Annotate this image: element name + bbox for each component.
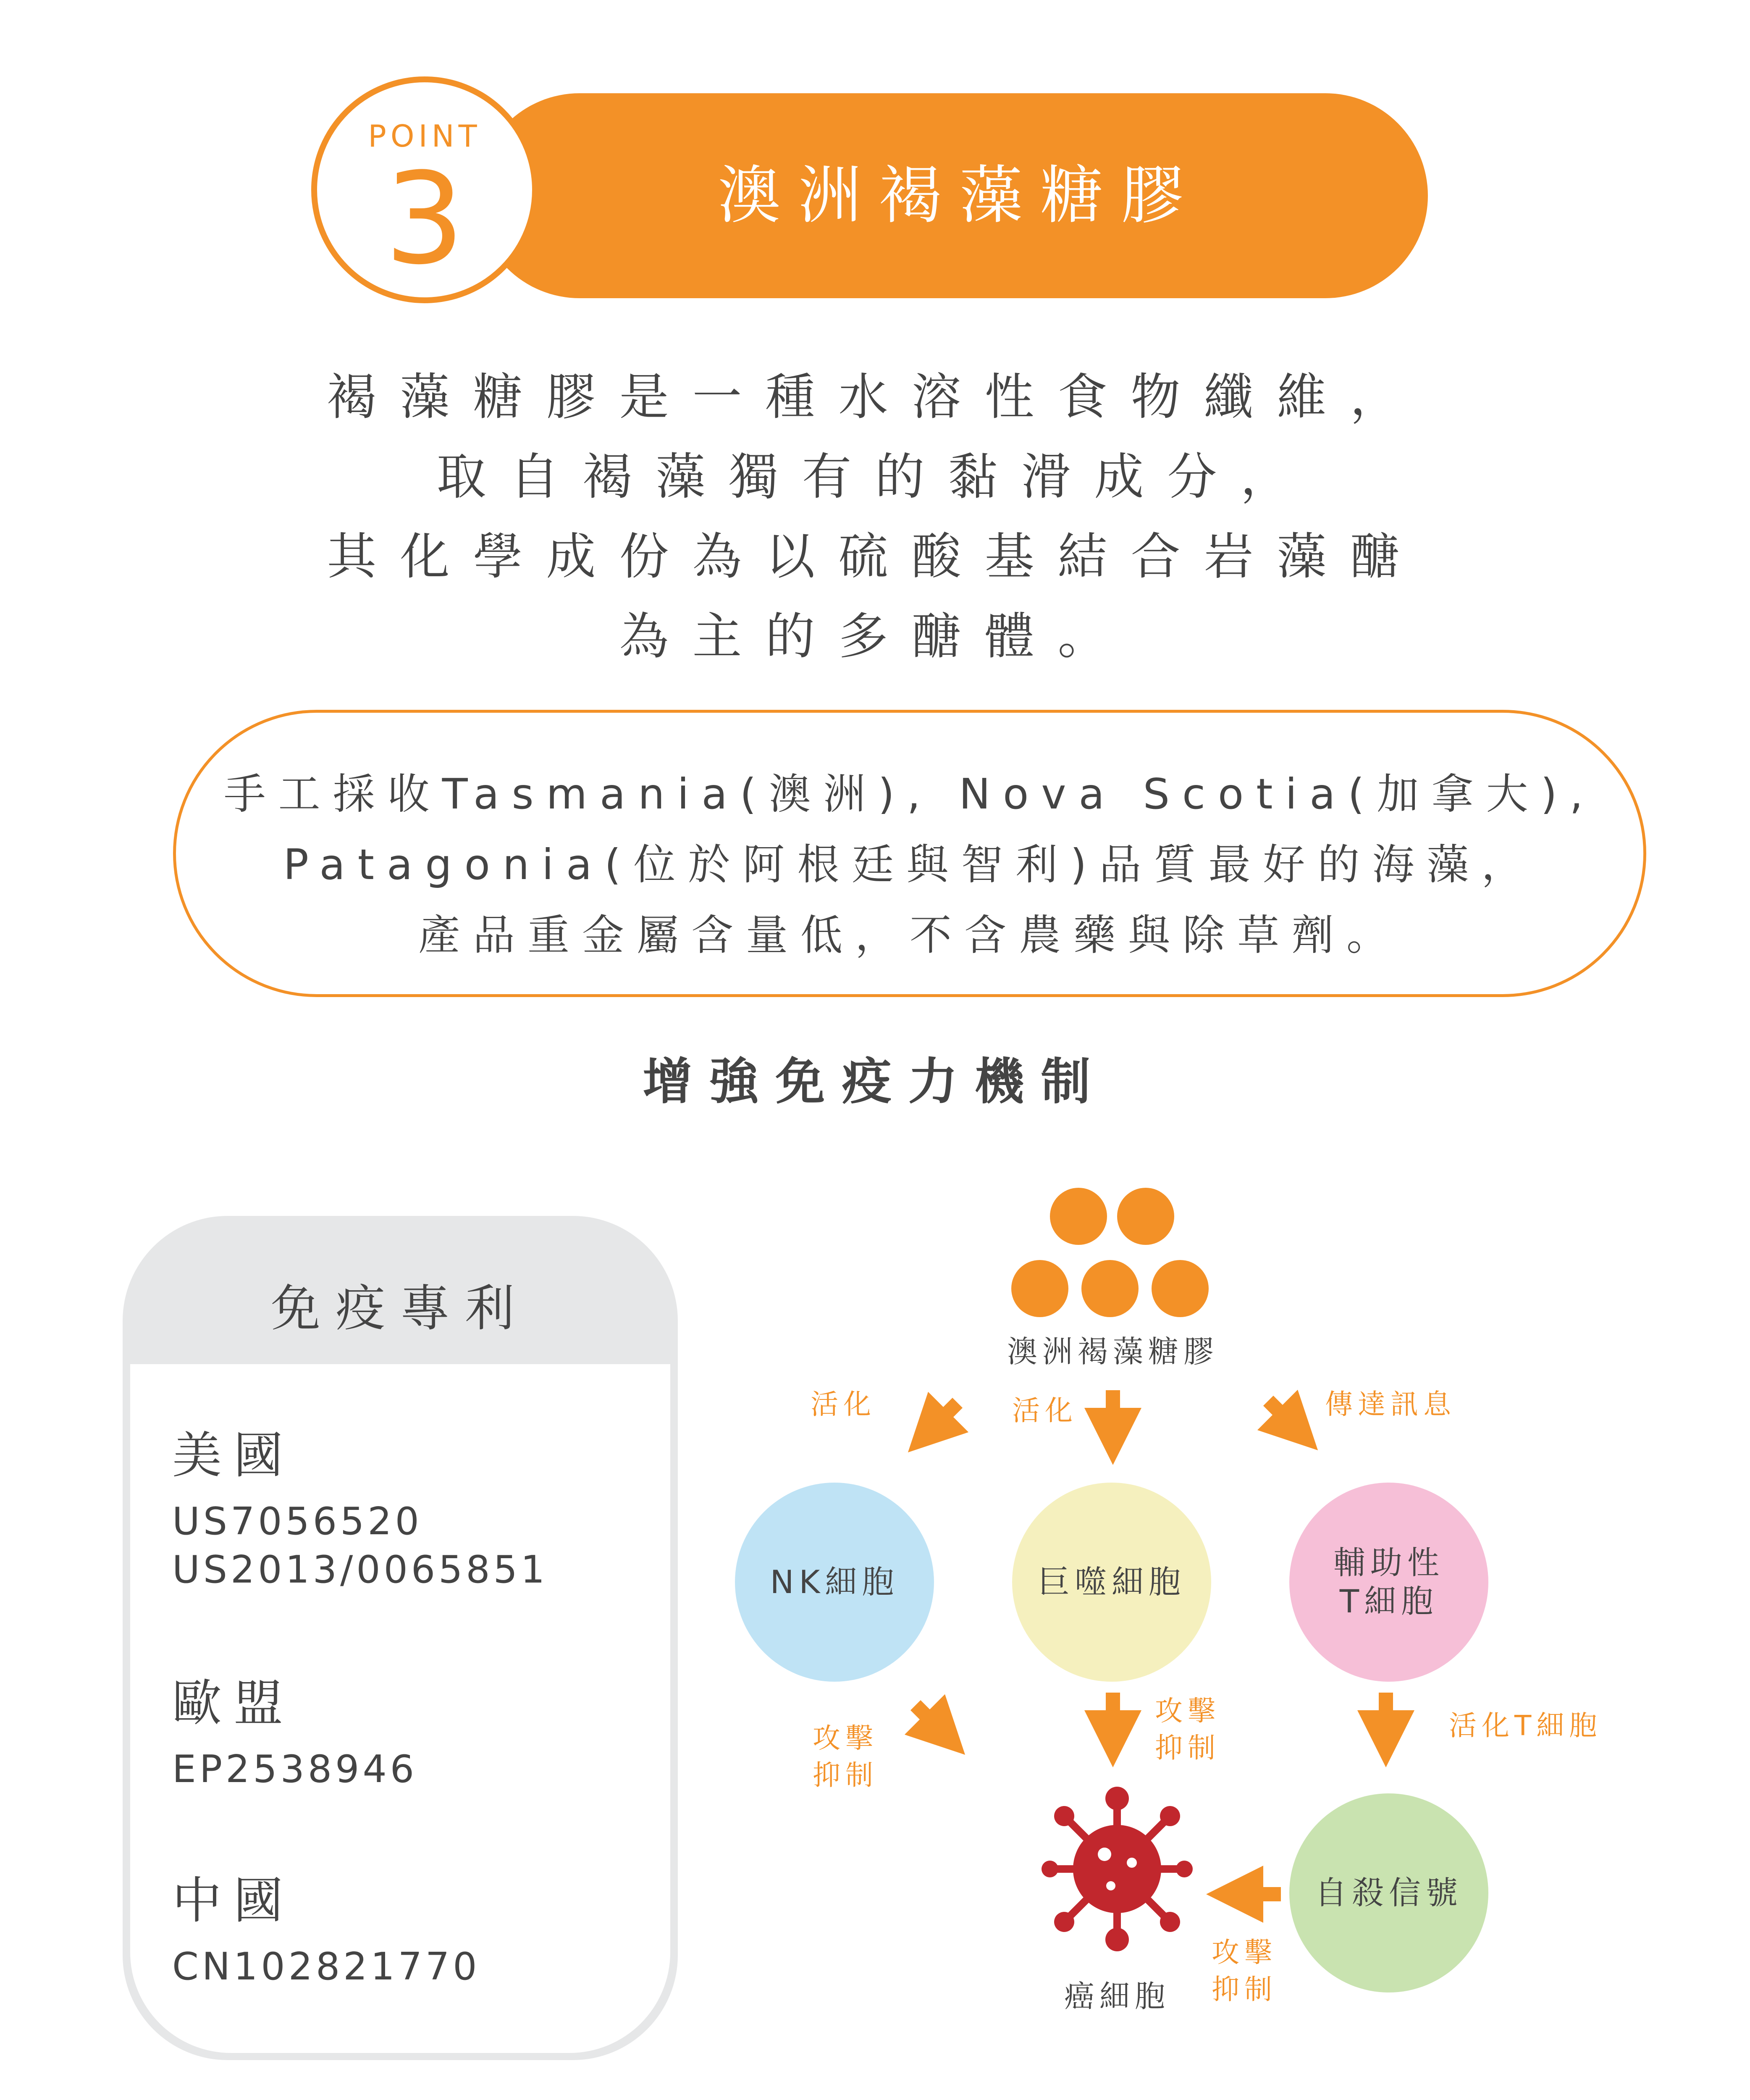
label-signal-attack: 攻擊 抑制 bbox=[1212, 1936, 1277, 2006]
patent-number: US2013/0065851 bbox=[172, 1548, 548, 1592]
apoptosis-signal-cell: 自殺信號 bbox=[1289, 1793, 1488, 1992]
patent-number: CN102821770 bbox=[172, 1945, 480, 1989]
nk-cell: NK細胞 bbox=[735, 1483, 934, 1682]
harvest-line: 手工採收Tasmania(澳洲), Nova Scotia(加拿大), bbox=[223, 769, 1596, 819]
intro-line: 取自褐藻獨有的黏滑成分， bbox=[436, 448, 1314, 506]
patent-region-name: 歐盟 bbox=[172, 1674, 295, 1732]
point-label: POINT bbox=[368, 118, 481, 154]
patent-number: US7056520 bbox=[172, 1499, 422, 1544]
label-nk-attack: 攻擊 抑制 bbox=[813, 1722, 878, 1791]
label-signal: 傳達訊息 bbox=[1325, 1388, 1456, 1420]
point-number: 3 bbox=[384, 146, 465, 292]
section-title: 澳洲褐藻糖膠 bbox=[717, 159, 1202, 232]
fucoidan-label: 澳洲褐藻糖膠 bbox=[1007, 1334, 1219, 1369]
label-activate-nk: 活化 bbox=[811, 1388, 876, 1420]
intro-line: 為主的多醣體。 bbox=[619, 607, 1131, 665]
patent-number: EP2538946 bbox=[172, 1747, 417, 1791]
patent-region-name: 中國 bbox=[172, 1872, 295, 1929]
arrow-activate-nk bbox=[928, 1403, 958, 1432]
label-activate-macrophage: 活化 bbox=[1012, 1394, 1078, 1427]
harvest-line: 產品重金屬含量低，不含農藥與除草劑。 bbox=[418, 911, 1401, 960]
intro-line: 其化學成份為以硫酸基結合岩藻醣 bbox=[327, 528, 1423, 585]
helper-t-cell: 輔助性 T細胞 bbox=[1289, 1483, 1488, 1682]
patent-region-name: 美國 bbox=[172, 1426, 295, 1484]
patent-card-title: 免疫專利 bbox=[270, 1279, 530, 1337]
macrophage-cell: 巨噬細胞 bbox=[1012, 1483, 1211, 1682]
arrow-nk-attack bbox=[916, 1705, 945, 1735]
label-macrophage-attack: 攻擊 抑制 bbox=[1155, 1695, 1220, 1764]
mechanism-title: 增強免疫力機制 bbox=[643, 1053, 1107, 1110]
cancer-cell-label: 癌細胞 bbox=[1064, 1979, 1170, 2014]
arrow-signal-helper-t bbox=[1268, 1401, 1298, 1430]
harvest-line: Patagonia(位於阿根廷與智利)品質最好的海藻， bbox=[283, 840, 1536, 889]
intro-line: 褐藻糖膠是一種水溶性食物纖維， bbox=[327, 368, 1423, 426]
label-activate-t: 活化T細胞 bbox=[1449, 1709, 1602, 1742]
cancer-cell-icon bbox=[1042, 1785, 1193, 1953]
